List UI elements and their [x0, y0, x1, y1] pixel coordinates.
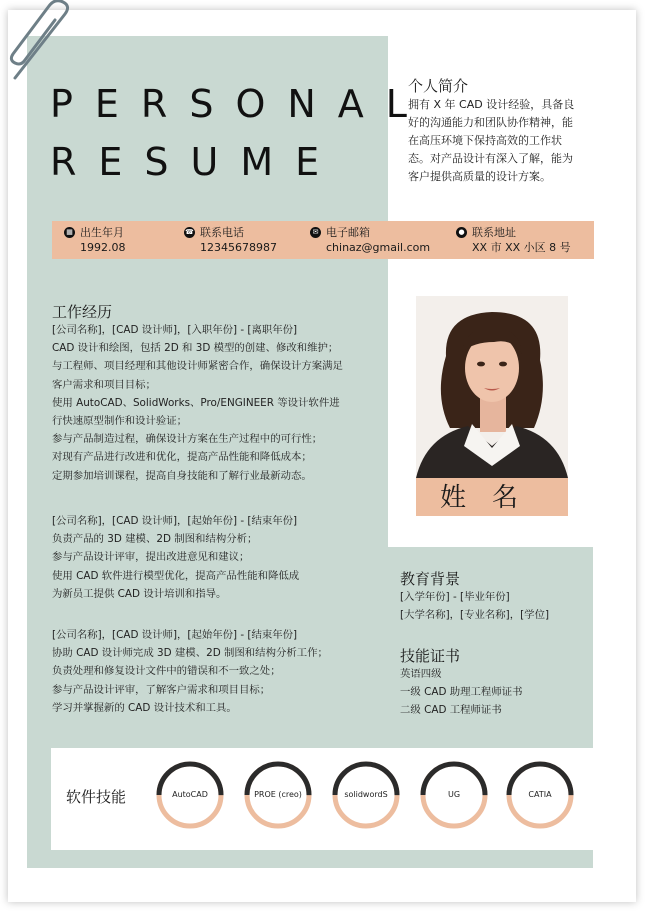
location-icon: ●	[456, 227, 467, 238]
intro-title: 个人简介	[408, 77, 469, 95]
cert-line: 一级 CAD 助理工程师证书	[400, 686, 523, 699]
skill-label: CATIA	[528, 790, 552, 799]
work-block-1	[52, 321, 343, 485]
info-value: 1992.08	[80, 241, 126, 254]
paperclip-icon	[5, 0, 77, 82]
info-label: 联系电话	[200, 226, 244, 239]
info-phone	[184, 225, 277, 255]
title-resume: RESUME	[50, 140, 342, 184]
work-line: [公司名称]，[CAD 设计师]，[起始年份] - [结束年份]	[52, 629, 298, 641]
education-title: 教育背景	[400, 570, 461, 588]
skill-ring-catia	[506, 761, 574, 829]
education-line: [大学名称]，[专业名称]，[学位]	[400, 609, 550, 622]
work-line: 使用 AutoCAD、SolidWorks、Pro/ENGINEER 等设计软件进	[52, 396, 340, 409]
intro-text	[408, 96, 580, 186]
info-label: 电子邮箱	[326, 226, 370, 239]
phone-icon: ☎	[185, 228, 194, 236]
info-label: 联系地址	[472, 226, 516, 239]
skill-ring-autocad	[156, 761, 224, 829]
info-value: 12345678987	[200, 241, 277, 254]
work-line: 参与产品制造过程，确保设计方案在生产过程中的可行性；	[52, 433, 323, 446]
certs-text	[400, 665, 523, 720]
intro-line: 客户提供高质量的设计方案。	[408, 170, 551, 183]
skill-label: UG	[447, 790, 461, 799]
education-text	[400, 588, 549, 624]
work-line: 负责产品的 3D 建模、2D 制图和结构分析；	[52, 533, 258, 546]
skill-ring-solidworks	[332, 761, 400, 829]
work-line: [公司名称]，[CAD 设计师]，[入职年份] - [离职年份]	[52, 324, 298, 336]
calendar-icon: ▦	[64, 227, 75, 238]
work-line: [公司名称]，[CAD 设计师]，[起始年份] - [结束年份]	[52, 515, 298, 527]
mail-icon: ✉	[310, 227, 321, 238]
work-line: 客户需求和项目目标；	[52, 378, 156, 391]
skill-ring-proe	[244, 761, 312, 829]
info-birth	[64, 225, 126, 255]
work-line: 使用 CAD 软件进行模型优化，提高产品性能和降低成	[52, 569, 300, 582]
work-line: 与工程师、项目经理和其他设计师紧密合作，确保设计方案满足	[52, 360, 343, 373]
title-personal: PERSONAL	[50, 82, 429, 126]
info-value: XX 市 XX 小区 8 号	[472, 241, 571, 254]
intro-line: 好的沟通能力和团队协作精神，能	[408, 116, 573, 129]
info-address	[456, 225, 571, 255]
work-line: 定期参加培训课程，提高自身技能和了解行业最新动态。	[52, 469, 312, 482]
work-line: 行快速原型制作和设计验证；	[52, 415, 188, 428]
intro-line: 拥有 X 年 CAD 设计经验，具备良	[408, 98, 575, 111]
intro-line: 态。对产品设计有深入了解，能为	[408, 152, 573, 165]
skill-label: PROE (creo)	[254, 790, 302, 799]
work-line: CAD 设计和绘图，包括 2D 和 3D 模型的创建、修改和维护；	[52, 342, 339, 355]
cert-line: 二级 CAD 工程师证书	[400, 704, 502, 717]
skills-title: 软件技能	[66, 788, 127, 806]
work-line: 协助 CAD 设计师完成 3D 建模、2D 制图和结构分析工作；	[52, 647, 328, 660]
intro-line: 在高压环境下保持高效的工作状	[408, 134, 562, 147]
work-line: 学习并掌握新的 CAD 设计技术和工具。	[52, 701, 237, 714]
work-line: 负责处理和修复设计文件中的错误和不一致之处；	[52, 665, 281, 678]
info-email	[310, 225, 430, 255]
info-label: 出生年月	[80, 226, 124, 239]
work-block-2	[52, 512, 299, 603]
work-line: 参与产品设计评审，提出改进意见和建议；	[52, 551, 250, 564]
work-title: 工作经历	[52, 303, 113, 321]
name-label: 姓名	[416, 478, 568, 516]
skill-ring-ug	[420, 761, 488, 829]
work-line: 为新员工提供 CAD 设计培训和指导。	[52, 587, 227, 600]
skill-label: solidwordS	[344, 790, 388, 799]
skill-label: AutoCAD	[172, 790, 208, 799]
info-value: chinaz@gmail.com	[326, 241, 431, 254]
education-line: [入学年份] - [毕业年份]	[400, 591, 510, 603]
work-line: 对现有产品进行改进和优化，提高产品性能和降低成本；	[52, 451, 312, 464]
work-block-3	[52, 626, 328, 717]
work-line: 参与产品设计评审，了解客户需求和项目目标；	[52, 683, 271, 696]
certs-title: 技能证书	[400, 647, 461, 665]
cert-line: 英语四级	[400, 668, 442, 680]
